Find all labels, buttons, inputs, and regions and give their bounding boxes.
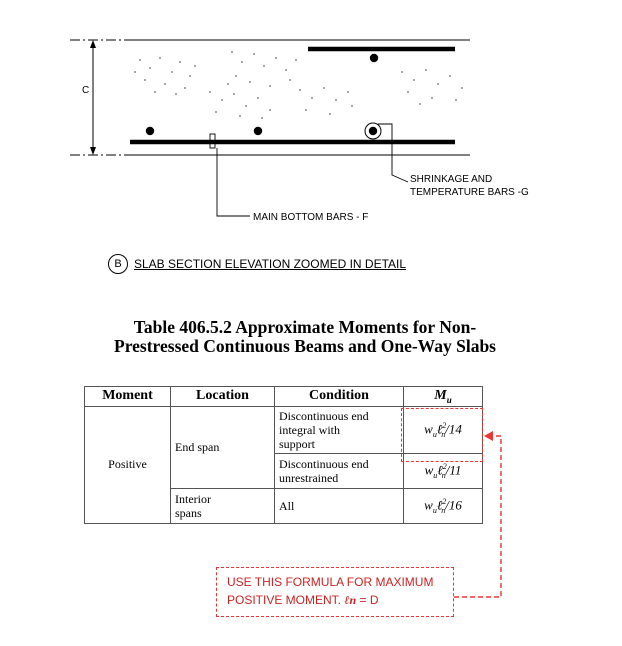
main-bars-leader [217, 148, 250, 216]
shrinkage-bar-dot [369, 127, 377, 135]
annotation-note [216, 567, 454, 617]
table-title-line1: Table 406.5.2 Approximate Moments for Non- [133, 317, 477, 337]
mu-formula-11: $w_u\ell^2_n/11$ [404, 453, 483, 488]
top-bar-dot [370, 54, 378, 62]
condition-unrestrained: Discontinuous end unrestrained [275, 453, 404, 488]
detail-title: SLAB SECTION ELEVATION ZOOMED IN DETAIL [134, 257, 407, 271]
table-title-line2: Prestressed Continuous Beams and One-Way Slabs [114, 336, 496, 356]
detail-letter: B [108, 254, 128, 274]
condition-all: All [275, 488, 404, 523]
header-condition: Condition [275, 387, 404, 407]
bottom-bar-dot [254, 127, 262, 135]
mu-formula-16: $w_u\ell^2_n/16$ [404, 488, 483, 523]
formula-highlight-box [401, 408, 483, 462]
condition-integral: Discontinuous end integral with support [275, 406, 404, 453]
location-interior-spans: Interior spans [171, 488, 275, 523]
main-bars-label: MAIN BOTTOM BARS - F [253, 212, 369, 223]
header-mu: $M_u$ [404, 387, 483, 407]
note-line2: POSITIVE MOMENT. ℓn = D [227, 593, 379, 607]
shrinkage-label-1: SHRINKAGE AND [410, 174, 493, 185]
depth-label: C [82, 85, 90, 96]
table-title [70, 318, 540, 356]
header-location: Location [171, 387, 275, 407]
mu-formula-14: $w_u\ell^2_n/14$ [404, 406, 483, 453]
annotation-arrowhead [484, 431, 493, 441]
table-header-row [85, 387, 483, 407]
moment-positive: Positive [85, 406, 171, 523]
detail-callout [108, 252, 406, 276]
header-moment: Moment [85, 387, 171, 407]
location-end-span: End span [171, 406, 275, 488]
note-line1: USE THIS FORMULA FOR MAXIMUM [227, 575, 434, 589]
shrinkage-leader [378, 124, 408, 182]
shrinkage-label-2: TEMPERATURE BARS -G [410, 187, 529, 198]
bottom-bar-dot [146, 127, 154, 135]
concrete-stipple [134, 51, 463, 119]
